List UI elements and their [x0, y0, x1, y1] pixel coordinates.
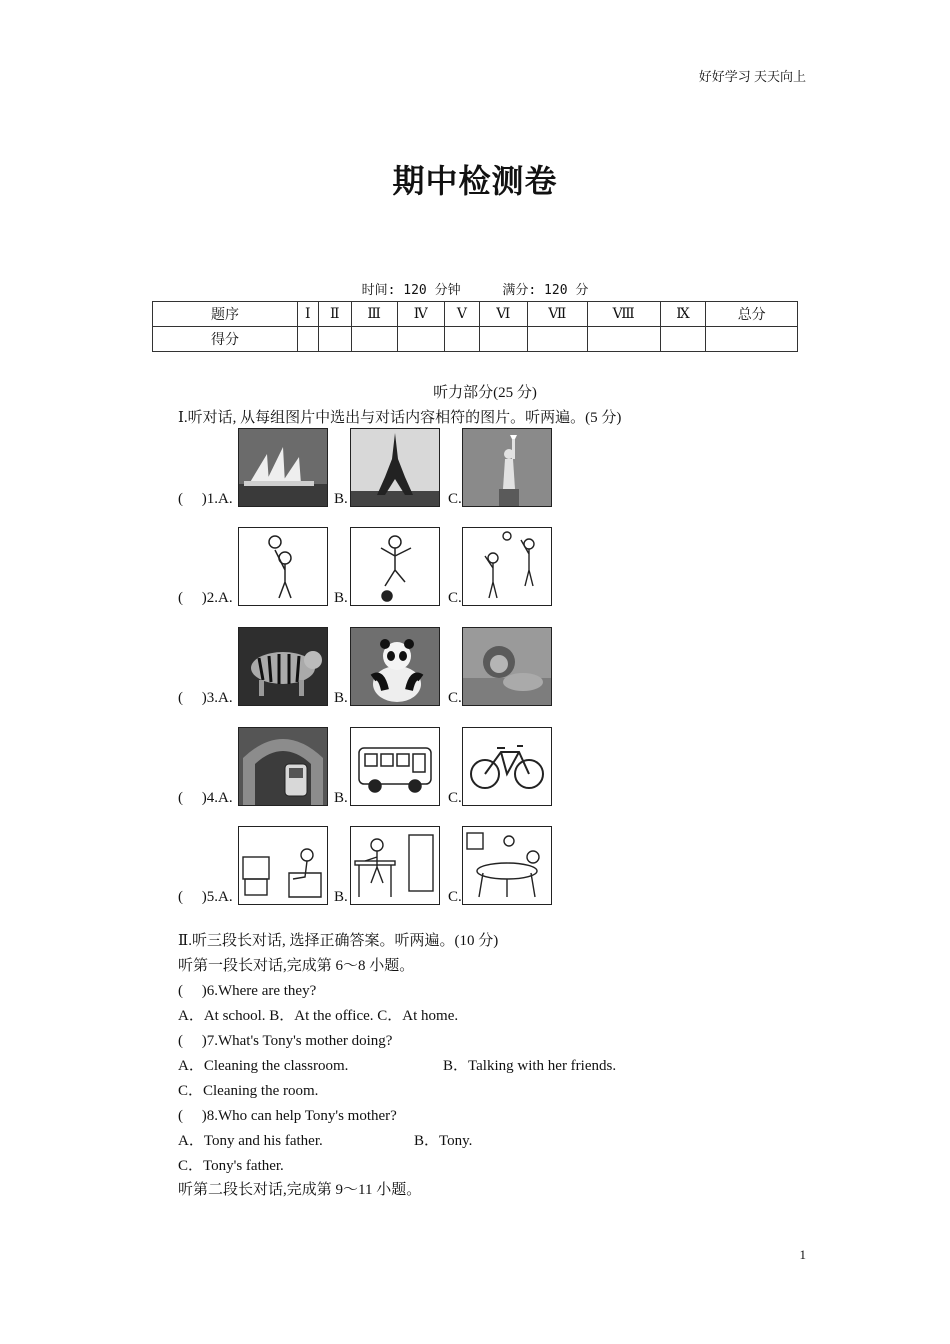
statue-of-liberty-icon[interactable] [462, 428, 552, 507]
page-title: 期中检测卷 [392, 163, 558, 199]
option-b-label: B. [334, 590, 348, 606]
volleyball-players-icon[interactable] [462, 527, 552, 606]
dialog1-intro: 听第一段长对话,完成第 6～8 小题。 [178, 958, 415, 974]
header-motto: 好好学习 天天向上 [698, 69, 806, 84]
q6-options: A．At school. B．At the office. C．At home. [178, 1008, 459, 1024]
score-table-header-row [153, 302, 798, 327]
score-input-cell[interactable] [527, 327, 587, 352]
time-limit: 时间: 120 分钟 [361, 283, 461, 298]
family-dinner-icon[interactable] [462, 826, 552, 905]
option-c-label: C. [448, 690, 462, 706]
soccer-player-icon[interactable] [350, 527, 440, 606]
score-input-cell[interactable] [660, 327, 706, 352]
score-input-cell[interactable] [397, 327, 444, 352]
full-score: 满分: 120 分 [502, 283, 589, 298]
question-label: ( )1.A. [178, 491, 233, 507]
option-c-label: C. [448, 491, 462, 507]
table-cell: Ⅳ [397, 302, 444, 327]
page-number: 1 [799, 1247, 806, 1262]
q7-option-b: B．Talking with her friends. [443, 1058, 617, 1074]
subway-train-icon[interactable] [238, 727, 328, 806]
table-cell: 题序 [153, 302, 298, 327]
option-b-label: B. [334, 491, 348, 507]
q6-stem: ( )6.Where are they? [178, 983, 317, 999]
table-cell: Ⅶ [527, 302, 587, 327]
doing-homework-icon[interactable] [350, 826, 440, 905]
table-cell: 总分 [706, 302, 798, 327]
q8-stem: ( )8.Who can help Tony's mother? [178, 1108, 397, 1124]
listening-section-title: 听力部分(25 分) [433, 385, 537, 401]
option-b-label: B. [334, 889, 348, 905]
score-input-cell[interactable] [706, 327, 798, 352]
watching-tv-icon[interactable] [238, 826, 328, 905]
bicycle-icon[interactable] [462, 727, 552, 806]
exam-meta [0, 279, 950, 298]
bus-icon[interactable] [350, 727, 440, 806]
table-cell: Ⅱ [318, 302, 351, 327]
option-c-label: C. [448, 889, 462, 905]
table-cell: 得分 [153, 327, 298, 352]
score-table-score-row [153, 327, 798, 352]
q8-option-b: B．Tony. [414, 1133, 473, 1149]
q7-option-c: C．Cleaning the room. [178, 1083, 319, 1099]
eiffel-tower-icon[interactable] [350, 428, 440, 507]
table-cell: Ⅴ [444, 302, 479, 327]
part1-instruction: Ⅰ.听对话, 从每组图片中选出与对话内容相符的图片。听两遍。(5 分) [178, 410, 622, 426]
option-c-label: C. [448, 790, 462, 806]
table-cell: Ⅰ [298, 302, 319, 327]
score-input-cell[interactable] [318, 327, 351, 352]
q8-option-a: A．Tony and his father. [178, 1133, 323, 1149]
table-cell: Ⅸ [660, 302, 706, 327]
panda-icon[interactable] [350, 627, 440, 706]
option-b-label: B. [334, 690, 348, 706]
basketball-player-icon[interactable] [238, 527, 328, 606]
dialog2-intro: 听第二段长对话,完成第 9～11 小题。 [178, 1182, 422, 1198]
score-input-cell[interactable] [587, 327, 660, 352]
table-cell: Ⅲ [351, 302, 397, 327]
score-input-cell[interactable] [480, 327, 528, 352]
q7-option-a: A．Cleaning the classroom. [178, 1058, 349, 1074]
question-label: ( )2.A. [178, 590, 233, 606]
score-input-cell[interactable] [298, 327, 319, 352]
option-c-label: C. [448, 590, 462, 606]
q7-stem: ( )7.What's Tony's mother doing? [178, 1033, 393, 1049]
score-table [152, 301, 798, 352]
table-cell: Ⅵ [480, 302, 528, 327]
question-label: ( )3.A. [178, 690, 233, 706]
lion-icon[interactable] [462, 627, 552, 706]
question-label: ( )4.A. [178, 790, 233, 806]
q8-option-c: C．Tony's father. [178, 1158, 284, 1174]
table-cell: Ⅷ [587, 302, 660, 327]
score-input-cell[interactable] [351, 327, 397, 352]
tiger-icon[interactable] [238, 627, 328, 706]
score-input-cell[interactable] [444, 327, 479, 352]
opera-house-icon[interactable] [238, 428, 328, 507]
part2-instruction: Ⅱ.听三段长对话, 选择正确答案。听两遍。(10 分) [178, 933, 499, 949]
question-label: ( )5.A. [178, 889, 233, 905]
option-b-label: B. [334, 790, 348, 806]
